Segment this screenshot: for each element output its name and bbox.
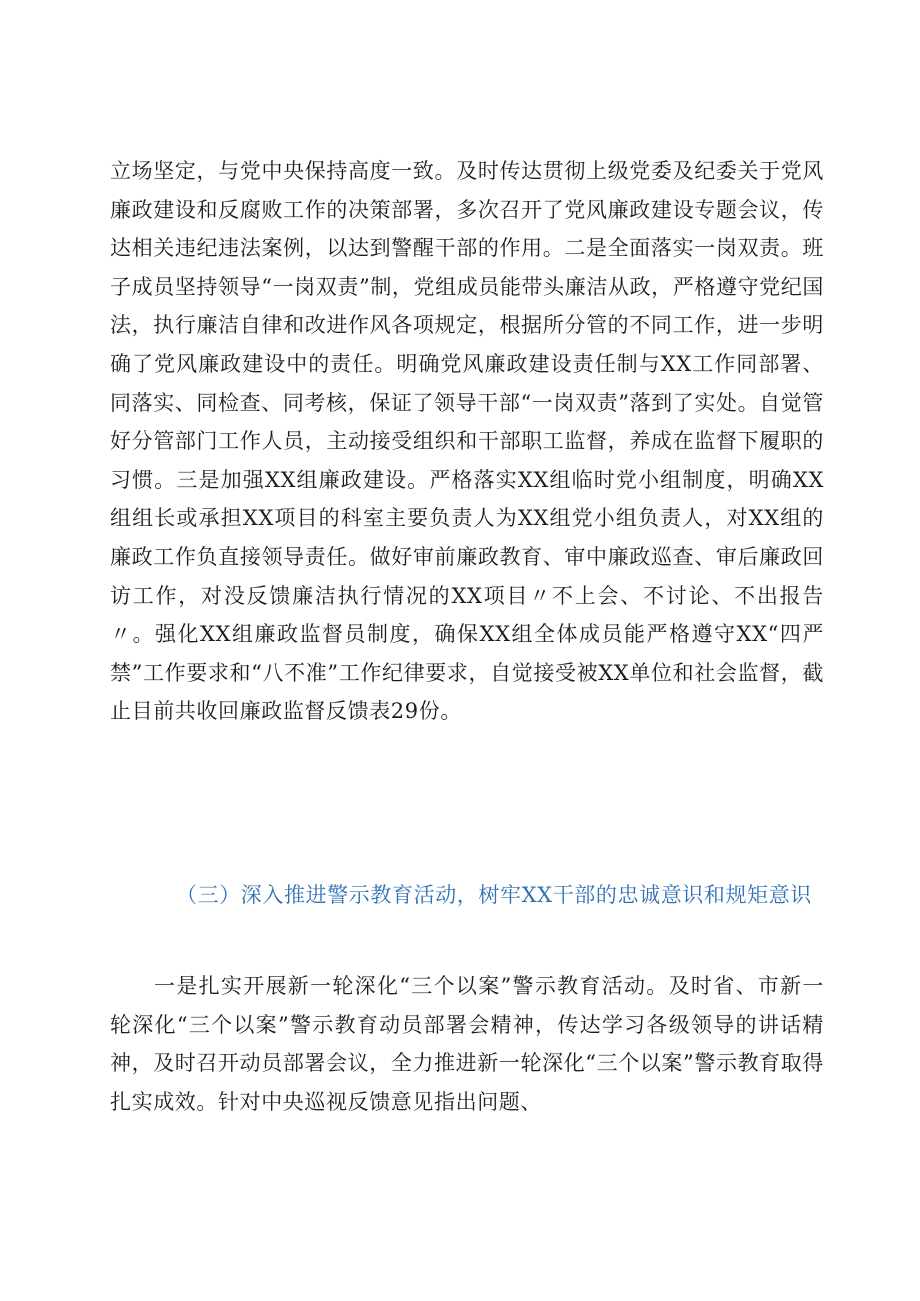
heading-text-content: （三）深入推进警示教育活动，树牢XX干部的忠诚意识和规矩意识 — [176, 883, 812, 907]
body-paragraph-1 — [110, 152, 824, 731]
paragraph-text: 立场坚定，与党中央保持高度一致。及时传达贯彻上级党委及纪委关于党风廉政建设和反腐败工作的决策部署，多次召开了党风廉政建设专题会议，传达相关违纪违法案例，以达到警醒干部的作用。二是全面落实一岗双责。班子成员坚持领导“一岗双责”制，党组成员能带头廉洁从政，严格遵守党纪国法，执行廉洁自律和改进作风各项规定，根据所分管的不同工作，进一步明确了党风廉政建设中的责任。明确党风廉政建设责任制与XX工作同部署、同落实、同检查、同考核，保证了领导干部“一岗双责”落到了实处。自觉管好分管部门工作人员，主动接受组织和干部职工监督，养成在监督下履职的习惯。三是加强XX组廉政建设。严格落实XX组临时党小组制度，明确XX组组长或承担XX项目的科室主要负责人为XX组党小组负责人，对XX组的廉政工作负直接领导责任。做好审前廉政教育、审中廉政巡查、审后廉政回访工作，对没反馈廉洁执行情况的XX项目〃不上会、不讨论、不出报告〃。强化XX组廉政监督员制度，确保XX组全体成员能严格遵守XX“四严禁”工作要求和“八不准”工作纪律要求，自觉接受被XX单位和社会监督，截止目前共收回廉政监督反馈表29份。 — [110, 159, 824, 724]
heading-text — [110, 876, 824, 915]
paragraph-text-content: 一是扎实开展新一轮深化“三个以案”警示教育活动。及时省、市新一轮深化“三个以案”警示教育动员部署会精神，传达学习各级领导的讲话精神，及时召开动员部署会议，全力推进新一轮深化“三个以案”警示教育取得扎实成效。针对中央巡视反馈意见指出问题、 — [110, 974, 824, 1114]
section-heading-3 — [110, 876, 824, 915]
paragraph-text — [110, 967, 824, 1121]
body-paragraph-2 — [110, 967, 824, 1121]
